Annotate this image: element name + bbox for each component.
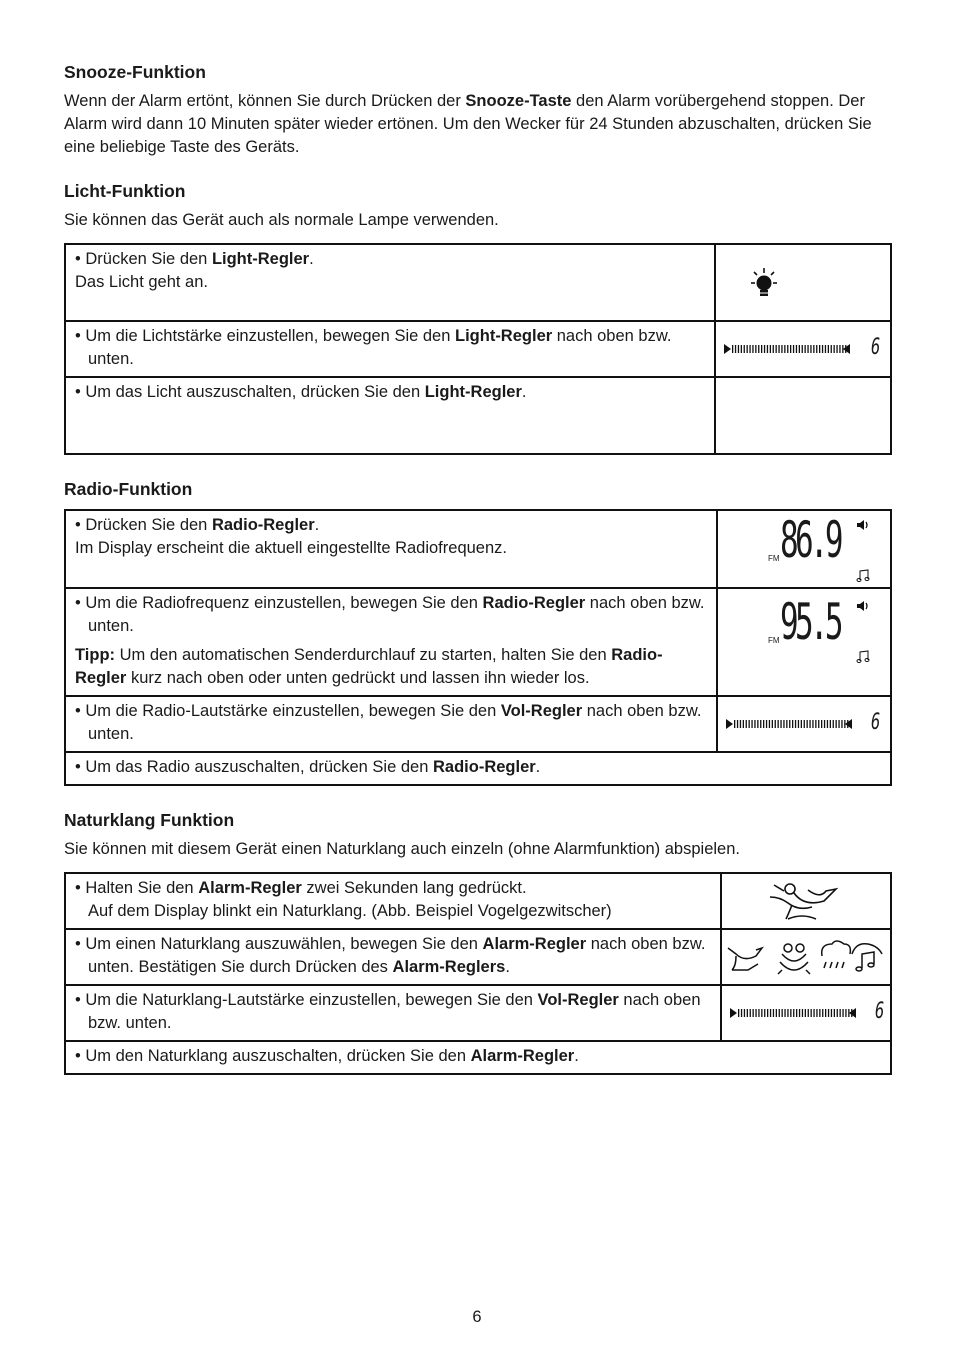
- table-cell: [715, 321, 891, 377]
- snooze-paragraph: Wenn der Alarm ertönt, können Sie durch Drücken der Snooze-Taste den Alarm vorübergehend stoppen. Der Alarm wird dann 10 Minuten später wieder ertönen. Um den Wecker für 24 Stunden abzuschalten, drücken Sie eine beliebige Taste des Geräts.: [64, 92, 872, 156]
- level-bar-icon: [722, 998, 892, 1028]
- snooze-heading: Snooze-Funktion: [64, 62, 206, 82]
- table-cell: [721, 929, 891, 985]
- page-content: [64, 60, 890, 1093]
- level-digit: 6: [874, 999, 885, 1024]
- level-display: [716, 334, 890, 364]
- tip-text: Tipp: Um den automatischen Senderdurchlauf zu starten, halten Sie den Radio-Regler kurz nach oben oder unten gedrückt und lassen ihn wieder los.: [75, 646, 663, 687]
- music-note-icon: [856, 569, 872, 583]
- light-table: [64, 243, 892, 455]
- table-row: [65, 985, 891, 1041]
- table-row: [65, 1041, 891, 1074]
- table-cell: • Um das Licht auszuschalten, drücken Sie den Light-Regler.: [65, 377, 715, 454]
- level-bar-icon: [718, 709, 892, 739]
- table-cell: • Um einen Naturklang auszuwählen, bewegen Sie den Alarm-Regler nach oben bzw. unten. Bestätigen Sie durch Drücken des Alarm-Reglers.: [65, 929, 721, 985]
- table-cell: [717, 510, 891, 588]
- page-number: 6: [472, 1308, 482, 1326]
- speaker-icon: [856, 600, 870, 612]
- frequency-readout: 86.9: [780, 511, 840, 569]
- level-digit: 6: [870, 335, 881, 360]
- level-bar-icon: [716, 334, 892, 364]
- rain-icon: [822, 941, 851, 968]
- band-label: FM: [768, 636, 780, 645]
- table-cell: [717, 696, 891, 752]
- table-cell: • Um die Lichtstärke einzustellen, bewegen Sie den Light-Regler nach oben bzw. unten.: [65, 321, 715, 377]
- nature-heading: Naturklang Funktion: [64, 810, 235, 830]
- level-display: [722, 998, 890, 1028]
- lightbulb-icon: [716, 253, 892, 313]
- bird-icon: [728, 948, 762, 970]
- nature-intro: Sie können mit diesem Gerät einen Naturklang auch einzeln (ohne Alarmfunktion) abspielen.: [64, 840, 740, 858]
- table-row: [65, 873, 891, 929]
- table-row: [65, 752, 891, 785]
- level-display: [718, 709, 890, 739]
- nature-sound-icons: [722, 932, 892, 982]
- radio-display: [718, 511, 888, 587]
- light-heading: Licht-Funktion: [64, 181, 186, 201]
- speaker-icon: [856, 519, 870, 531]
- table-row: [65, 510, 891, 588]
- table-cell: • Drücken Sie den Radio-Regler. Im Display erscheint die aktuell eingestellte Radiofrequenz.: [65, 510, 717, 588]
- table-row: [65, 377, 891, 454]
- table-row: [65, 588, 891, 696]
- table-row: [65, 321, 891, 377]
- table-row: [65, 244, 891, 321]
- table-cell: [715, 244, 891, 321]
- table-cell: [717, 588, 891, 696]
- music-note-icon: [856, 650, 872, 664]
- table-cell: • Um die Radio-Lautstärke einzustellen, bewegen Sie den Vol-Regler nach oben bzw. unten.: [65, 696, 717, 752]
- radio-display: [718, 589, 888, 669]
- table-cell: • Drücken Sie den Light-Regler. Das Licht geht an.: [65, 244, 715, 321]
- table-cell: [715, 377, 891, 454]
- frequency-readout: 95.5: [780, 593, 840, 651]
- bird-icon: [722, 875, 892, 927]
- radio-table: [64, 509, 892, 786]
- level-digit: 6: [870, 710, 881, 735]
- table-cell: • Um die Radiofrequenz einzustellen, bewegen Sie den Radio-Regler nach oben bzw. unten. Tipp: Um den automatischen Senderdurchlauf zu starten, halten Sie den Radio-Regler kurz nach oben oder unten gedrückt und lassen ihn wieder los.: [65, 588, 717, 696]
- radio-heading: Radio-Funktion: [64, 479, 193, 499]
- frog-icon: [778, 944, 810, 974]
- light-intro: Sie können das Gerät auch als normale Lampe verwenden.: [64, 211, 499, 229]
- music-notes-icon: [852, 944, 882, 971]
- nature-table: [64, 872, 892, 1075]
- table-row: [65, 929, 891, 985]
- table-cell: [721, 873, 891, 929]
- band-label: FM: [768, 554, 780, 563]
- table-cell: • Um den Naturklang auszuschalten, drücken Sie den Alarm-Regler.: [65, 1041, 891, 1074]
- table-cell: [721, 985, 891, 1041]
- table-row: [65, 696, 891, 752]
- table-cell: • Um die Naturklang-Lautstärke einzustellen, bewegen Sie den Vol-Regler nach oben bzw. unten.: [65, 985, 721, 1041]
- table-cell: • Um das Radio auszuschalten, drücken Sie den Radio-Regler.: [65, 752, 891, 785]
- table-cell: • Halten Sie den Alarm-Regler zwei Sekunden lang gedrückt. Auf dem Display blinkt ein Naturklang. (Abb. Beispiel Vogelgezwitscher): [65, 873, 721, 929]
